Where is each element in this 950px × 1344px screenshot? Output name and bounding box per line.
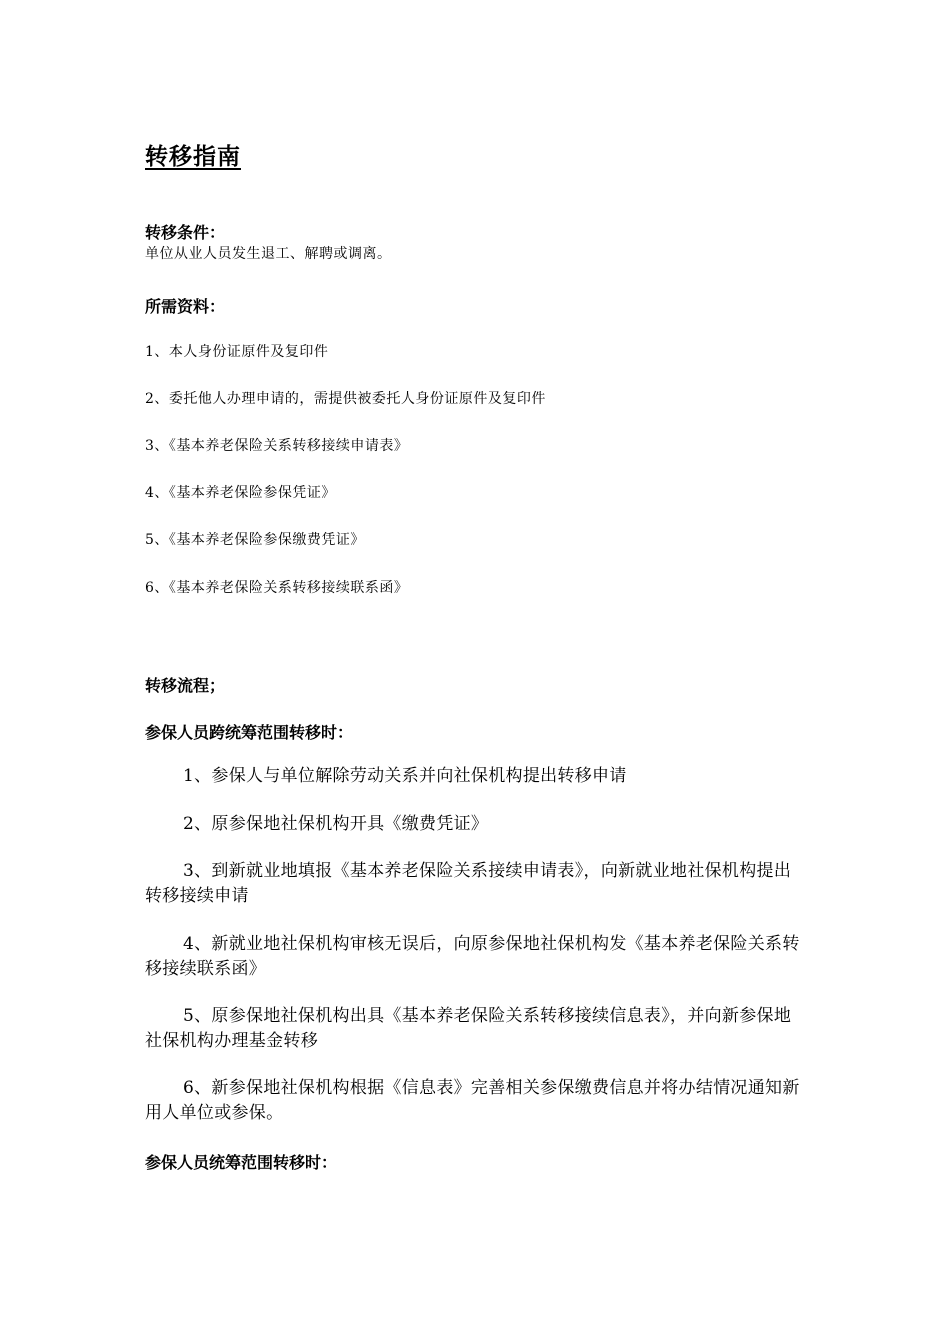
materials-item: 2、委托他人办理申请的，需提供被委托人身份证原件及复印件	[145, 391, 546, 407]
process-step: 2、原参保地社保机构开具《缴费凭证》	[183, 814, 489, 834]
cross-region-heading: 参保人员跨统筹范围转移时：	[145, 723, 354, 742]
within-region-heading: 参保人员统筹范围转移时：	[145, 1153, 338, 1172]
process-heading: 转移流程；	[145, 676, 226, 695]
conditions-text: 单位从业人员发生退工、解聘或调离。	[145, 246, 392, 262]
process-step: 3、到新就业地填报《基本养老保险关系接续申请表》，向新就业地社保机构提出转移接续申请	[145, 861, 792, 906]
conditions-heading: 转移条件：	[145, 223, 226, 242]
materials-item: 5、《基本养老保险参保缴费凭证》	[145, 532, 365, 548]
process-step: 4、新就业地社保机构审核无误后，向原参保地社保机构发《基本养老保险关系转移接续联系函》	[145, 934, 800, 979]
page-title: 转移指南	[145, 143, 241, 170]
materials-heading: 所需资料：	[145, 297, 226, 316]
process-step: 1、参保人与单位解除劳动关系并向社保机构提出转移申请	[183, 766, 627, 786]
materials-item: 3、《基本养老保险关系转移接续申请表》	[145, 438, 409, 454]
materials-item: 1、本人身份证原件及复印件	[145, 344, 329, 360]
process-step: 5、原参保地社保机构出具《基本养老保险关系转移接续信息表》，并向新参保地社保机构办理基金转移	[145, 1006, 792, 1051]
materials-item: 4、《基本养老保险参保凭证》	[145, 485, 336, 501]
materials-item: 6、《基本养老保险关系转移接续联系函》	[145, 580, 409, 596]
process-step: 6、新参保地社保机构根据《信息表》完善相关参保缴费信息并将办结情况通知新用人单位或参保。	[145, 1078, 800, 1123]
